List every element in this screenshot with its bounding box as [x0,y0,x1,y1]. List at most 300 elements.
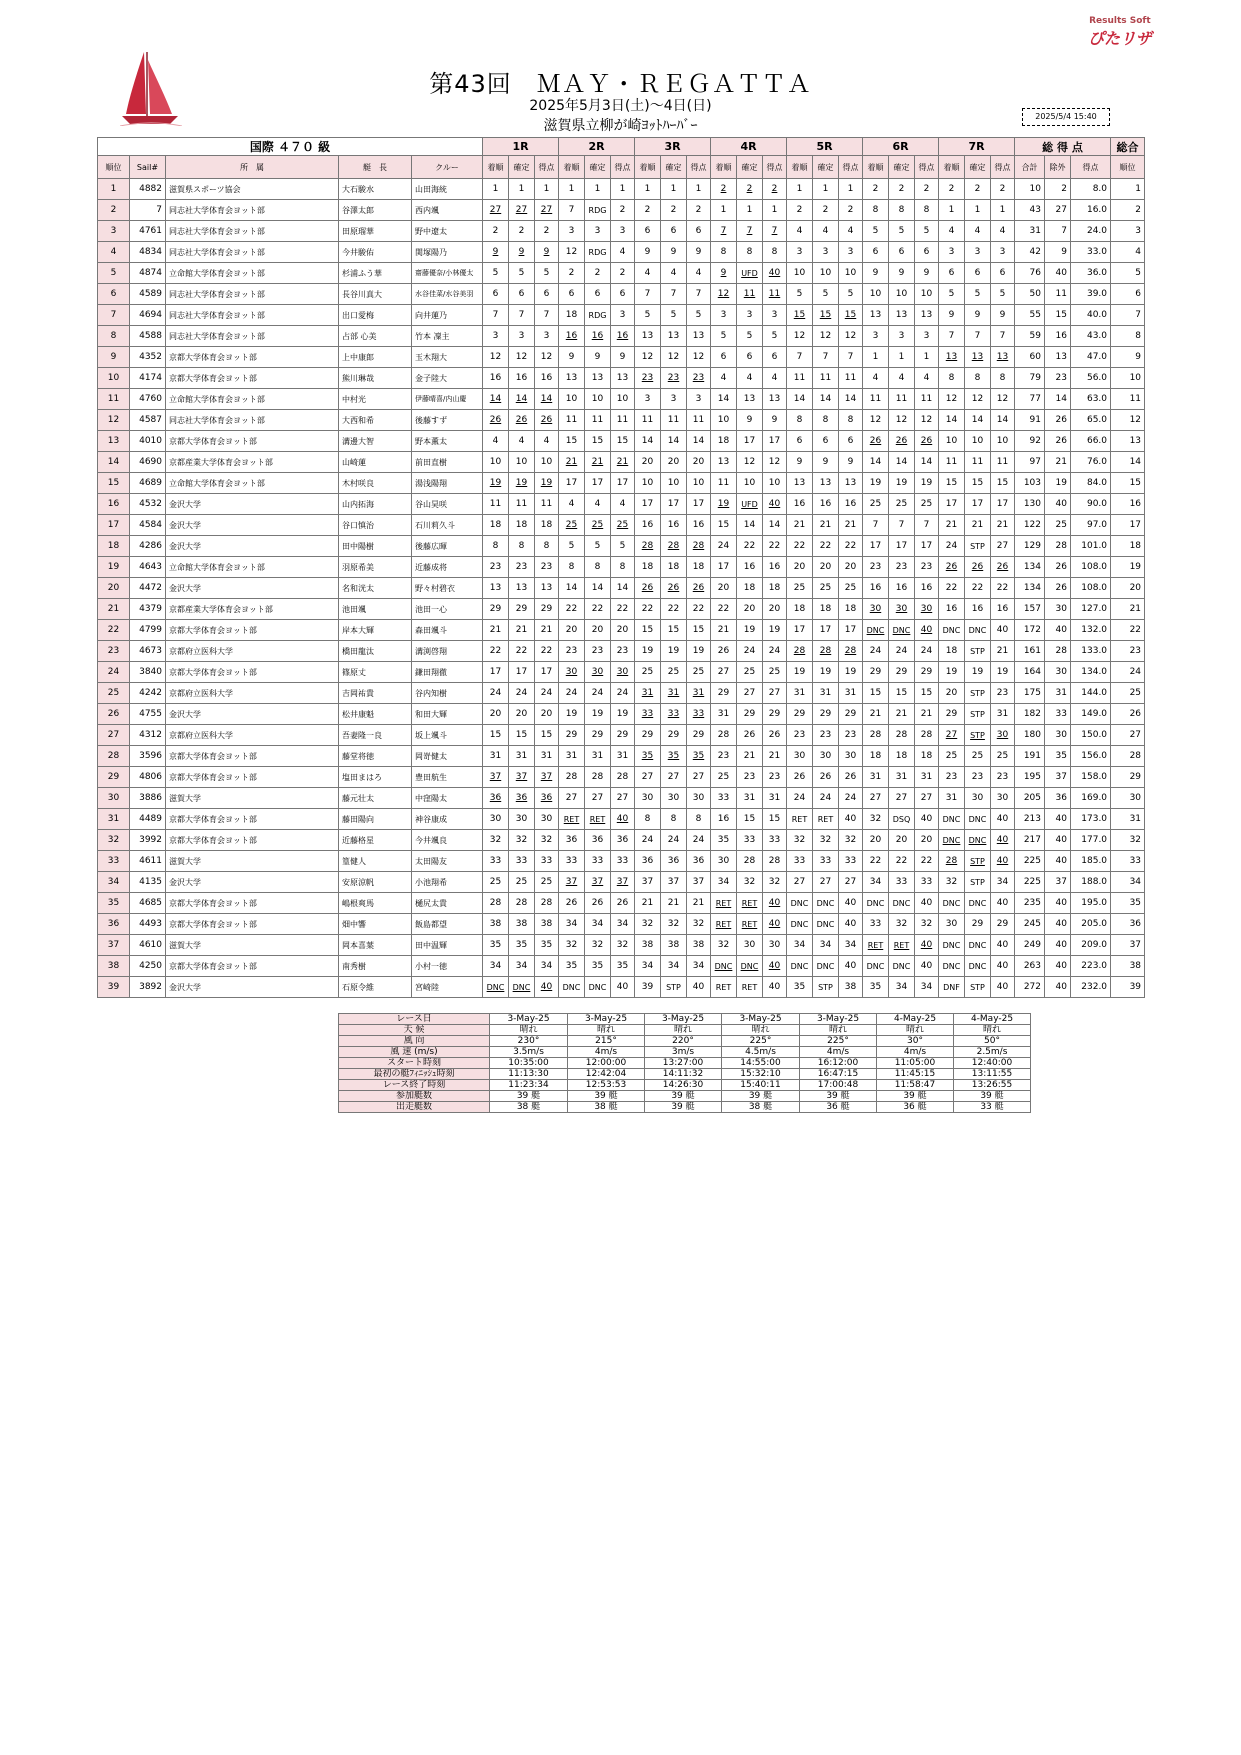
race-confirm: 11 [889,389,915,410]
race-finish: 10 [635,473,661,494]
race-finish: 16 [483,368,509,389]
race-finish: 27 [787,872,813,893]
sail-number: 4799 [130,620,166,641]
club-name: 京都大学体育会ヨット部 [166,830,339,851]
final-rank: 33 [1111,851,1145,872]
race-points: 10 [915,284,939,305]
race-confirm: 9 [965,305,991,326]
race-confirm: 28 [813,641,839,662]
race-finish: 15 [559,431,585,452]
race-finish: 13 [483,578,509,599]
race-confirm: 1 [585,179,611,200]
discard-points: 23 [1045,368,1071,389]
race-points: 14 [839,389,863,410]
race-finish: 8 [483,536,509,557]
condition-label: レース終了時刻 [339,1080,490,1091]
race-points: 18 [687,557,711,578]
race-confirm: 3 [813,242,839,263]
race-confirm: 7 [889,515,915,536]
race-finish: 5 [863,221,889,242]
race-points: 3 [611,221,635,242]
club-name: 京都大学体育会ヨット部 [166,662,339,683]
race-confirm: 7 [661,284,687,305]
race-confirm: 20 [889,830,915,851]
race-points: 31 [535,746,559,767]
race-finish: 28 [787,641,813,662]
race-finish: 10 [863,284,889,305]
race-points: 24 [687,830,711,851]
race-confirm: RET [889,935,915,956]
table-row [98,977,1145,998]
race-confirm: 10 [889,284,915,305]
race-finish: 8 [863,200,889,221]
race-points: 26 [763,725,787,746]
table-row [98,851,1145,872]
race-points: 8 [915,200,939,221]
condition-row [339,1025,1031,1036]
race-finish: 15 [483,725,509,746]
final-rank: 35 [1111,893,1145,914]
race-finish: 3 [787,242,813,263]
total-sum: 60 [1015,347,1045,368]
race-finish: 11 [711,473,737,494]
net-points: 188.0 [1071,872,1111,893]
race-confirm: 30 [889,599,915,620]
race-finish: 14 [483,389,509,410]
final-rank: 5 [1111,263,1145,284]
race-finish: 35 [711,830,737,851]
race-finish: 28 [863,725,889,746]
race-points: 14 [991,410,1015,431]
col-points: 得点 [535,156,559,179]
race-finish: 3 [939,242,965,263]
race-confirm: 4 [889,368,915,389]
race-confirm: 18 [889,746,915,767]
race-points: 32 [839,830,863,851]
race-finish: RET [559,809,585,830]
race-confirm: 14 [813,389,839,410]
race-finish: 6 [711,347,737,368]
race-confirm: 24 [661,830,687,851]
condition-label: 風 向 [339,1036,490,1047]
race-points: 32 [915,914,939,935]
race-points: 22 [991,578,1015,599]
race-points: 35 [611,956,635,977]
condition-value: 14:26:30 [645,1080,722,1091]
race-confirm: 15 [585,431,611,452]
race-points: 33 [611,851,635,872]
race-finish: 12 [939,389,965,410]
race-points: 4 [611,242,635,263]
race-finish: 27 [863,788,889,809]
skipper-name: 橋田龍汰 [339,641,412,662]
race-finish: 7 [711,221,737,242]
club-name: 立命館大学体育会ヨット部 [166,263,339,284]
sail-number: 4806 [130,767,166,788]
race-finish: 7 [483,305,509,326]
race-finish: 3 [559,221,585,242]
results-body [98,179,1145,998]
race-finish: 34 [635,956,661,977]
table-row [98,326,1145,347]
col-finish: 着順 [863,156,889,179]
race-confirm: 24 [889,641,915,662]
race-finish: 8 [559,557,585,578]
col-points: 得点 [763,156,787,179]
table-row [98,956,1145,977]
race-confirm: 30 [585,662,611,683]
race-confirm: 28 [737,851,763,872]
race-points: 10 [687,473,711,494]
condition-value: 3-May-25 [568,1014,645,1025]
condition-row [339,1102,1031,1113]
race-finish: 38 [483,914,509,935]
table-row [98,683,1145,704]
total-sum: 172 [1015,620,1045,641]
race-points: 40 [839,914,863,935]
race-confirm: 25 [661,662,687,683]
total-sum: 91 [1015,410,1045,431]
condition-value: 14:55:00 [722,1058,800,1069]
race-confirm: STP [661,977,687,998]
race-points: 27 [991,536,1015,557]
race-confirm: 23 [585,641,611,662]
race-confirm: 3 [509,326,535,347]
race-points: 40 [991,893,1015,914]
race-confirm: 27 [661,767,687,788]
race-points: 25 [915,494,939,515]
rank-cell: 39 [98,977,130,998]
race-header: 6R [863,138,939,156]
race-confirm: 13 [509,578,535,599]
race-finish: 22 [559,599,585,620]
final-rank: 23 [1111,641,1145,662]
race-points: 23 [611,641,635,662]
sail-number: 3892 [130,977,166,998]
race-confirm: 27 [585,788,611,809]
discard-points: 35 [1045,746,1071,767]
race-points: 24 [763,641,787,662]
race-points: 16 [991,599,1015,620]
col-confirm: 確定 [965,156,991,179]
condition-value: 225° [722,1036,800,1047]
net-points: 133.0 [1071,641,1111,662]
club-name: 京都産業大学体育会ヨット部 [166,599,339,620]
race-points: 6 [687,221,711,242]
race-points: 2 [763,179,787,200]
condition-value: 39 艇 [877,1091,954,1102]
race-confirm: DNC [813,956,839,977]
crew-name: 野本薫太 [412,431,483,452]
race-confirm: UFD [737,494,763,515]
race-confirm: 8 [585,557,611,578]
final-rank: 1 [1111,179,1145,200]
condition-label: 最初の艇ﾌｨﾆｯｼｭ時刻 [339,1069,490,1080]
race-points: 13 [763,389,787,410]
race-finish: 17 [559,473,585,494]
discard-points: 40 [1045,956,1071,977]
net-points: 47.0 [1071,347,1111,368]
total-sum: 195 [1015,767,1045,788]
club-name: 京都大学体育会ヨット部 [166,956,339,977]
race-confirm: 22 [509,641,535,662]
race-finish: 10 [483,452,509,473]
race-confirm: DNC [813,893,839,914]
race-finish: 20 [939,683,965,704]
race-confirm: 28 [585,767,611,788]
net-points: 56.0 [1071,368,1111,389]
conditions-body [339,1014,1031,1113]
race-points: 40 [763,977,787,998]
condition-value: 39 艇 [568,1091,645,1102]
race-finish: 36 [559,830,585,851]
condition-row [339,1014,1031,1025]
race-points: 25 [611,515,635,536]
total-sum: 225 [1015,851,1045,872]
race-points: 14 [763,515,787,536]
race-finish: 13 [559,368,585,389]
race-finish: 29 [711,683,737,704]
condition-value: 15:40:11 [722,1080,800,1091]
race-finish: 32 [635,914,661,935]
race-confirm: 19 [813,662,839,683]
crew-name: 飯島都望 [412,914,483,935]
race-finish: 29 [863,662,889,683]
race-finish: 34 [559,914,585,935]
race-points: 19 [839,662,863,683]
col-confirm: 確定 [889,156,915,179]
race-confirm: 18 [661,557,687,578]
race-points: 28 [763,851,787,872]
rank-cell: 14 [98,452,130,473]
race-confirm: 8 [737,242,763,263]
col-net: 得点 [1071,156,1111,179]
col-points: 得点 [915,156,939,179]
race-confirm: 31 [813,683,839,704]
race-confirm: 35 [661,746,687,767]
race-confirm: 15 [737,809,763,830]
race-confirm: DNC [737,956,763,977]
race-points: 31 [839,683,863,704]
race-confirm: 32 [737,872,763,893]
race-points: 2 [535,221,559,242]
skipper-name: 中村光 [339,389,412,410]
rank-cell: 6 [98,284,130,305]
table-row [98,305,1145,326]
race-points: 1 [915,347,939,368]
race-confirm: 16 [585,326,611,347]
sail-number: 4472 [130,578,166,599]
race-points: 23 [991,767,1015,788]
race-confirm: 30 [661,788,687,809]
crew-name: 谷山昊咲 [412,494,483,515]
crew-name: 後藤広暉 [412,536,483,557]
rank-cell: 29 [98,767,130,788]
race-confirm: 33 [509,851,535,872]
race-finish: 17 [635,494,661,515]
club-name: 滋賀県スポーツ協会 [166,179,339,200]
race-confirm: 9 [889,263,915,284]
discard-points: 40 [1045,494,1071,515]
race-finish: 8 [939,368,965,389]
race-points: 5 [535,263,559,284]
condition-value: 3-May-25 [645,1014,722,1025]
race-finish: 5 [711,326,737,347]
race-confirm: 1 [661,179,687,200]
table-row [98,809,1145,830]
table-row [98,536,1145,557]
final-rank: 3 [1111,221,1145,242]
col-final: 順位 [1111,156,1145,179]
skipper-name: 上中康郎 [339,347,412,368]
race-points: 2 [991,179,1015,200]
race-finish: 18 [559,305,585,326]
table-row [98,389,1145,410]
race-finish: 23 [939,767,965,788]
discard-points: 21 [1045,452,1071,473]
net-points: 65.0 [1071,410,1111,431]
race-points: 40 [763,893,787,914]
total-sum: 10 [1015,179,1045,200]
race-points: 8 [611,557,635,578]
condition-value: 3-May-25 [800,1014,877,1025]
crew-name: 岡嵜健太 [412,746,483,767]
race-confirm: 12 [813,326,839,347]
final-rank: 20 [1111,578,1145,599]
race-confirm: 36 [661,851,687,872]
race-confirm: 16 [737,557,763,578]
race-points: 26 [611,893,635,914]
condition-value: 36 艇 [800,1102,877,1113]
race-points: 24 [839,788,863,809]
race-finish: 23 [483,557,509,578]
crew-name: 鎌田翔徹 [412,662,483,683]
final-rank: 2 [1111,200,1145,221]
race-points: 12 [915,410,939,431]
race-confirm: STP [965,704,991,725]
club-name: 京都大学体育会ヨット部 [166,620,339,641]
race-points: 27 [839,872,863,893]
race-finish: DNC [939,830,965,851]
race-finish: 23 [711,746,737,767]
race-finish: 24 [483,683,509,704]
net-points: 16.0 [1071,200,1111,221]
total-sum: 43 [1015,200,1045,221]
race-finish: 4 [711,368,737,389]
race-points: 31 [611,746,635,767]
race-points: 4 [611,494,635,515]
club-name: 同志社大学体育会ヨット部 [166,284,339,305]
sail-number: 4584 [130,515,166,536]
race-points: 21 [763,746,787,767]
crew-name: 水谷佳菜/水谷美羽 [412,284,483,305]
final-rank: 30 [1111,788,1145,809]
total-sum: 249 [1015,935,1045,956]
race-points: 13 [687,326,711,347]
race-confirm: 9 [813,452,839,473]
club-name: 同志社大学体育会ヨット部 [166,242,339,263]
race-finish: 29 [787,704,813,725]
discard-points: 40 [1045,977,1071,998]
race-confirm: 6 [889,242,915,263]
race-confirm: 3 [661,389,687,410]
race-confirm: 4 [813,221,839,242]
race-confirm: STP [965,725,991,746]
race-points: 37 [535,767,559,788]
race-finish: 30 [787,746,813,767]
condition-label: レース日 [339,1014,490,1025]
race-confirm: 17 [661,494,687,515]
rank-cell: 11 [98,389,130,410]
crew-name: 和田大輝 [412,704,483,725]
race-points: 8 [535,536,559,557]
race-confirm: RET [737,893,763,914]
race-confirm: 10 [813,263,839,284]
race-confirm: 15 [813,305,839,326]
race-points: 29 [535,599,559,620]
race-finish: 18 [939,641,965,662]
race-points: 6 [611,284,635,305]
race-confirm: 32 [585,935,611,956]
race-finish: 4 [483,431,509,452]
race-points: 29 [839,704,863,725]
discard-points: 37 [1045,767,1071,788]
race-finish: 3 [635,389,661,410]
race-confirm: DNC [585,977,611,998]
race-confirm: 12 [889,410,915,431]
final-rank: 14 [1111,452,1145,473]
race-confirm: 5 [509,263,535,284]
race-finish: 7 [559,200,585,221]
race-finish: 10 [939,431,965,452]
col-confirm: 確定 [813,156,839,179]
race-confirm: 24 [509,683,535,704]
race-finish: 34 [787,935,813,956]
race-confirm: DNC [965,809,991,830]
race-confirm: UFD [737,263,763,284]
club-name: 京都大学体育会ヨット部 [166,431,339,452]
net-points: 76.0 [1071,452,1111,473]
discard-points: 40 [1045,851,1071,872]
race-points: 5 [991,284,1015,305]
race-points: 20 [611,620,635,641]
race-finish: 30 [635,788,661,809]
sail-number: 3596 [130,746,166,767]
race-finish: 16 [787,494,813,515]
race-points: 34 [991,872,1015,893]
race-finish: 1 [939,200,965,221]
col-finish: 着順 [559,156,585,179]
race-points: 13 [535,578,559,599]
rank-cell: 12 [98,410,130,431]
race-confirm: 23 [813,725,839,746]
total-sum: 180 [1015,725,1045,746]
race-confirm: 10 [661,473,687,494]
col-points: 得点 [687,156,711,179]
race-points: 3 [535,326,559,347]
race-confirm: 29 [661,725,687,746]
condition-value: 11:58:47 [877,1080,954,1091]
total-sum: 217 [1015,830,1045,851]
race-confirm: RDG [585,242,611,263]
condition-value: 晴れ [568,1025,645,1036]
race-finish: 20 [635,452,661,473]
total-sum: 79 [1015,368,1045,389]
race-points: 22 [915,851,939,872]
table-row [98,347,1145,368]
race-finish: 21 [483,620,509,641]
race-confirm: 12 [737,452,763,473]
